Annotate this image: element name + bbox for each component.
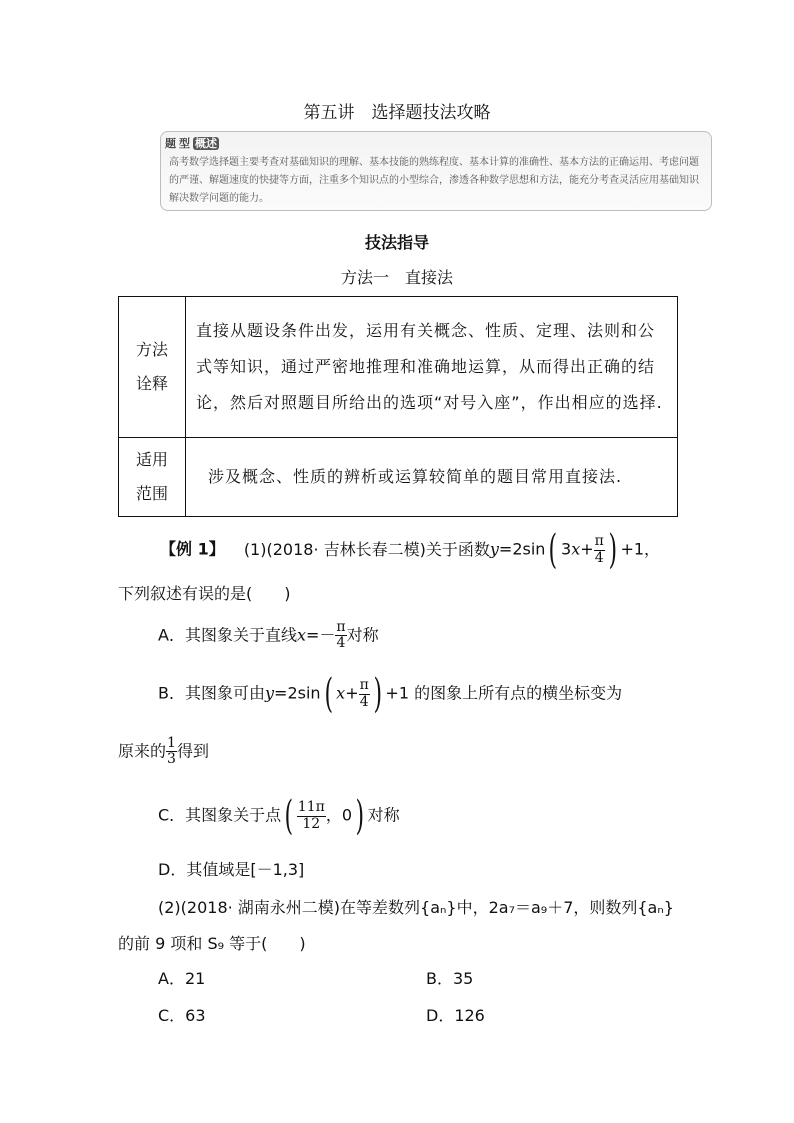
overview-text: 高考数学选择题主要考查对基础知识的理解、基本技能的熟练程度、基本计算的准确性、基本方法的正确运用、考虑问题的严谨、解题速度的快捷等方面，注重多个知识点的小型综合，渗透各种数学思想和方法，能充分考查灵活应用基础知识解决数学问题的能力。 xyxy=(169,157,699,204)
table-head-cell xyxy=(119,438,186,517)
option-a-suffix: 对称 xyxy=(346,625,379,645)
table-body-cell: 直接从题设条件出发，运用有关概念、性质、定理、法则和公式等知识，通过严密地推理和准确地运算，从而得出正确的结论，然后对照题目所给出的选项“对号入座”，作出相应的选择. xyxy=(186,297,678,438)
option-b: B．其图象可由y=2sin( x+ $\frac{\pi}{4}$ ) +1 的图象上所有点的横坐标变为 xyxy=(158,671,623,717)
overview-label-a: 题型 xyxy=(165,137,193,150)
q2-option-a: A．21 xyxy=(158,969,206,988)
option-b-text: B．其图象可由 xyxy=(158,683,265,703)
overview-box xyxy=(160,131,712,211)
option-c-text: C．其图象关于点 xyxy=(158,805,282,825)
table-row xyxy=(119,438,678,517)
q2-line2: 的前 9 项和 S₉ 等于( ) xyxy=(118,934,306,953)
table-head-cell xyxy=(119,297,186,438)
q1-prefix: (1)(2018· 吉林长春二模)关于函数 xyxy=(243,539,490,559)
q2-line1: (2)(2018· 湖南永州二模)在等差数列{aₙ}中，2a₇＝a₉＋7，则数列{aₙ} xyxy=(158,898,674,917)
page-title: 第五讲 选择题技法攻略 xyxy=(303,103,491,123)
option-b-line2-a: 原来的 xyxy=(118,741,167,761)
q1-line2: 下列叙述有误的是( ) xyxy=(118,584,291,603)
table-head-line: 适用 xyxy=(135,450,168,469)
option-b-suffix: +1 的图象上所有点的横坐标变为 xyxy=(385,683,623,703)
option-a-text: A．其图象关于直线 xyxy=(158,625,297,645)
option-c: C．其图象关于点( $\frac{11\pi}{12}$ ，0) 对称 xyxy=(158,793,400,839)
example-1-q1: 【例 1】 (1)(2018· 吉林长春二模)关于函数y=2sin( 3x+ $\frac{\pi}{4}$ ) +1， xyxy=(160,527,661,573)
table-head-line: 范围 xyxy=(135,484,168,503)
option-b-line2-b: 得到 xyxy=(176,741,209,761)
table-row xyxy=(119,297,678,438)
option-d: D．其值域是[－1,3] xyxy=(158,860,305,879)
table-head-line: 方法 xyxy=(135,340,168,359)
method-title: 方法一 直接法 xyxy=(340,268,453,287)
q1-suffix: +1， xyxy=(620,539,661,559)
option-c-suffix: 对称 xyxy=(367,805,400,825)
q2-option-b: B．35 xyxy=(426,969,474,988)
option-b-line2: 原来的 $\frac{1}{3}$ 得到 xyxy=(118,735,209,768)
q2-option-d: D．126 xyxy=(426,1006,485,1025)
option-a: A．其图象关于直线x=－ $\frac{\pi}{4}$ 对称 xyxy=(158,619,379,652)
table-head-line: 诠释 xyxy=(135,374,168,393)
table-body-cell: 涉及概念、性质的辨析或运算较简单的题目常用直接法. xyxy=(186,438,678,517)
example-label: 【例 1】 xyxy=(160,539,225,559)
method-table xyxy=(118,296,678,517)
overview-label xyxy=(165,135,219,151)
section-title: 技法指导 xyxy=(364,233,429,252)
q2-option-c: C．63 xyxy=(158,1006,206,1025)
overview-label-b: 概述 xyxy=(195,137,217,150)
